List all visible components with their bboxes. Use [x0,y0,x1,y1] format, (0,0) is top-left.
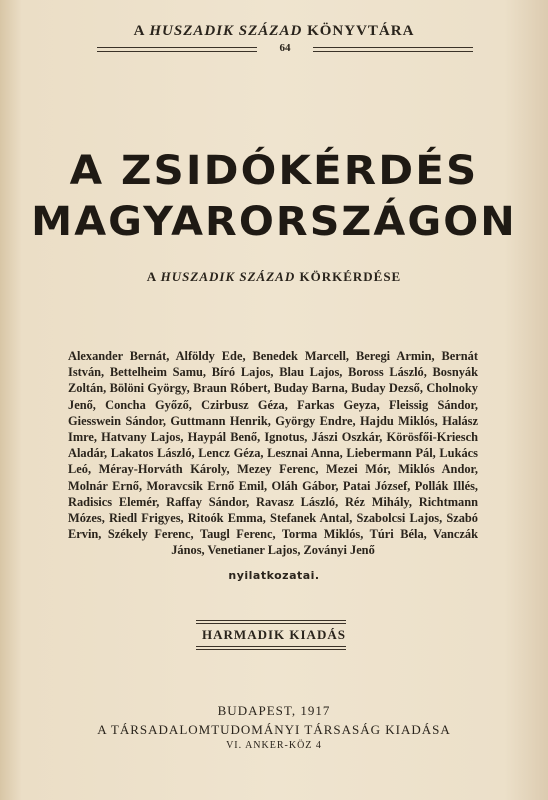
contributors-list: Alexander Bernát, Alföldy Ede, Benedek Marcell, Beregi Armin, Bernát István, Bettelheim Samu, Bíró Lajos, Blau Lajos, Boross László, Bosnyák Zoltán, Bölöni György, Braun Róbert, Buday Barna, Buday Dezső, Cholnoky Jenő, Concha Győző, Czirbusz Géza, Farkas Geyza, Fleissig Sándor, Giesswein Sándor, Guttmann Henrik, György Endre, Hajdu Miklós, Halász Imre, Hatvany Lajos, Haypál Benő, Ignotus, Jászi Oszkár, Körösfői-Kriesch Aladár, Lakatos László, Lencz Géza, Lesznai Anna, Liebermann Pál, Lukács Leó, Méray-Horváth Károly, Mezey Ferenc, Mezei Mór, Miklós Andor, Molnár Ernő, Moravcsik Ernő Emil, Oláh Gábor, Patai József, Pollák Illés, Radisics Elemér, Raffay Sándor, Ravasz László, Réz Mihály, Richtmann Mózes, Riedl Frigyes, Ritoók Emma, Stefanek Antal, Szabolcsi Lajos, Szabó Ervin, Székely Ferenc, Taugl Ferenc, Torma Miklós, Túri Béla, Vanczák János, Venetianer Lajos, Zoványi Jenő [68,349,478,558]
series-title [0,23,548,40]
rule-right [313,47,473,52]
imprint-publisher: A TÁRSADALOMTUDOMÁNYI TÁRSASÁG KIADÁSA [97,722,451,737]
series-suffix: KÖNYVTÁRA [302,23,415,39]
edition-label: HARMADIK KIADÁS [202,627,346,642]
imprint-address: VI. ANKER-KÖZ 4 [226,740,322,751]
book-subtitle [0,269,548,285]
edition-rule-top [196,620,346,624]
series-rule [97,44,473,56]
volume-number: 64 [279,42,291,54]
series-name: HUSZADIK SZÁZAD [149,23,303,39]
series-prefix: A [133,23,150,39]
book-title-line-1: A ZSIDÓKÉRDÉS [69,148,479,194]
subtitle-suffix: KÖRKÉRDÉSE [295,269,402,284]
imprint-city-year: BUDAPEST, 1917 [217,703,331,718]
edition-rule-bottom [196,646,346,650]
statements-note: nyilatkozatai. [228,569,320,582]
subtitle-series: HUSZADIK SZÁZAD [160,269,296,284]
book-title-line-2: MAGYARORSZÁGON [31,199,517,245]
subtitle-prefix: A [146,269,161,284]
